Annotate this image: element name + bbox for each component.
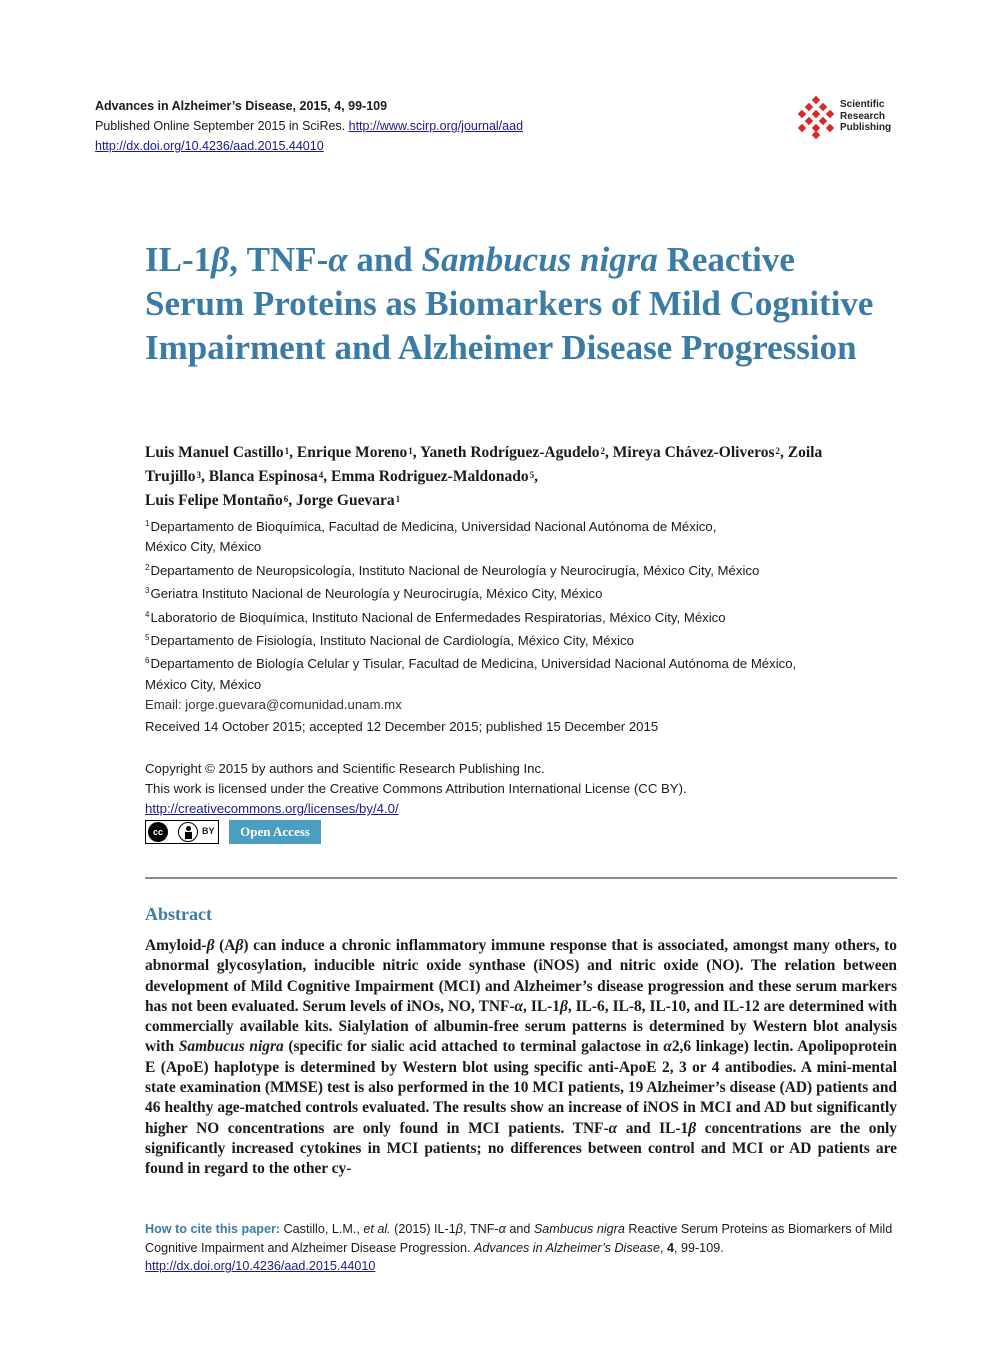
author: Emma Rodriguez-Maldonado$^5$ bbox=[331, 468, 535, 485]
doi-link[interactable]: http://dx.doi.org/10.4236/aad.2015.44010 bbox=[95, 139, 324, 153]
affiliation: $^1$Departamento de Bioquímica, Facultad de Medicina, Universidad Nacional Autónoma de México, bbox=[145, 519, 717, 534]
author-list: Luis Manuel Castillo$^1$, Enrique Moreno$^1$, Yaneth Rodríguez-Agudelo$^2$, Mireya Chávez-Oliveros$^2$, Zoila Trujillo$^3$, Blanca Espinosa$^4$, Emma Rodriguez-Maldonado$^5$, Luis Felipe Montaño$^6$, Jorge Guevara$^1$ bbox=[145, 444, 823, 509]
scirp-logo-icon bbox=[796, 95, 836, 141]
journal-link[interactable]: http://www.scirp.org/journal/aad bbox=[348, 119, 524, 133]
title-alpha: α bbox=[328, 240, 348, 279]
affiliation: $^4$Laboratorio de Bioquímica, Instituto Nacional de Enfermedades Respiratorias, México City, México bbox=[145, 609, 726, 625]
license-link[interactable]: http://creativecommons.org/licenses/by/4.0/ bbox=[145, 801, 399, 816]
open-access-badge[interactable]: Open Access bbox=[229, 820, 321, 844]
author: Luis Manuel Castillo$^1$ bbox=[145, 444, 290, 461]
cc-by-badge[interactable] bbox=[145, 820, 219, 844]
logo-text bbox=[840, 99, 891, 134]
affiliation-continued: México City, México bbox=[145, 676, 262, 692]
section-divider bbox=[145, 877, 897, 879]
journal-header bbox=[95, 96, 523, 156]
paper-title bbox=[145, 238, 875, 370]
title-part: Reactive Serum Proteins as Biomarkers of Mild Cognitive Impairment and Alzheimer Disease Progression bbox=[145, 240, 874, 367]
cite-doi-link[interactable]: http://dx.doi.org/10.4236/aad.2015.44010 bbox=[145, 1259, 376, 1274]
author: Mireya Chávez-Oliveros$^2$ bbox=[612, 444, 780, 461]
published-line bbox=[95, 116, 523, 136]
abstract-heading: Abstract bbox=[145, 904, 212, 924]
affiliation: $^2$Departamento de Neuropsicología, Instituto Nacional de Neurología y Neurocirugía, México City, México bbox=[145, 562, 760, 578]
title-beta: β bbox=[211, 240, 230, 279]
email[interactable]: Email: jorge.guevara@comunidad.unam.mx bbox=[145, 697, 402, 713]
copyright-block bbox=[145, 759, 905, 819]
logo-line-2: Research bbox=[840, 110, 886, 122]
cite-label: How to cite this paper: bbox=[145, 1222, 281, 1236]
title-species: Sambucus nigra bbox=[421, 240, 658, 279]
author: Blanca Espinosa$^4$ bbox=[208, 468, 324, 485]
how-to-cite: How to cite this paper: Castillo, L.M., et al. (2015) IL-1β, TNF-α and Sambucus nigra Reactive Serum Proteins as Biomarkers of Mild Cognitive Impairment and Alzheimer Disease Progression. Advances in Alzheimer’s Disease, 4, 99-109. http://dx.doi.org/10.4236/aad.2015.44010 bbox=[145, 1222, 893, 1274]
logo-line-3: Publishing bbox=[840, 122, 892, 133]
affiliation: $^6$Departamento de Biología Celular y Tisular, Facultad de Medicina, Universidad Nacional Autónoma de México, bbox=[145, 656, 797, 672]
affiliation: $^3$Geriatra Instituto Nacional de Neurología y Neurocirugía, México City, México bbox=[145, 586, 603, 602]
title-part: and bbox=[347, 240, 422, 279]
journal-citation: Advances in Alzheimer’s Disease, 2015, 4, 99-109 bbox=[95, 99, 388, 113]
license-line: This work is licensed under the Creative Commons Attribution International License (CC BY). bbox=[145, 781, 687, 796]
publisher-logo bbox=[796, 95, 906, 141]
logo-line-1: Scientific bbox=[840, 99, 885, 110]
author: Jorge Guevara$^1$ bbox=[296, 492, 401, 509]
attribution-icon bbox=[178, 822, 198, 842]
title-part: IL-1 bbox=[145, 240, 212, 279]
affiliation-list bbox=[145, 514, 905, 716]
copyright-line: Copyright © 2015 by authors and Scientific Research Publishing Inc. bbox=[145, 761, 545, 776]
by-label: BY bbox=[202, 826, 215, 836]
author: Enrique Moreno$^1$ bbox=[296, 444, 413, 461]
affiliation-continued: México City, México bbox=[145, 539, 262, 555]
abstract-text: Amyloid-β (Aβ) can induce a chronic inflammatory immune response that is associated, amongst many others, to abnormal glycosylation, inducible nitric oxide synthase (iNOS) and nitric oxide (NO). The relation between development of Mild Cognitive Impairment (MCI) and Alzheimer’s disease progression and these serum markers has not been evaluated. Serum levels of iNOs, NO, TNF-α, IL-1β, IL-6, IL-8, IL-10, and IL-12 are determined with commercially available kits. Sialylation of albumin-free serum patterns is determined by Western blot analysis with Sambucus nigra (specific for sialic acid attached to terminal galactose in α2,6 linkage) lectin. Apolipoprotein E (ApoE) haplotype is determined by Western blot using specific anti-ApoE 2, 3 or 4 antibodies. A mini-mental state examination (MMSE) test is also performed in the 10 MCI patients, 19 Alzheimer’s disease (AD) patients and 46 healthy age-matched controls evaluated. The results show an increase of iNOS in MCI and AD but significantly higher NO concentrations are only found in MCI patients. TNF-α and IL-1β concentrations are the only significantly increased cytokines in MCI patients; no differences between control and MCI or AD patients are found in regard to the other cy- bbox=[145, 937, 898, 1178]
affiliation: $^5$Departamento de Fisiología, Instituto Nacional de Cardiología, México City, México bbox=[145, 633, 634, 649]
published-text: Published Online September 2015 in SciRes. bbox=[95, 119, 349, 133]
publication-dates: Received 14 October 2015; accepted 12 December 2015; published 15 December 2015 bbox=[145, 719, 659, 734]
cc-icon: cc bbox=[148, 822, 168, 842]
author: Yaneth Rodríguez-Agudelo$^2$ bbox=[419, 444, 606, 461]
author: Luis Felipe Montaño$^6$ bbox=[145, 492, 289, 509]
author: Zoila Trujillo$^3$ bbox=[145, 444, 823, 485]
title-part: , TNF- bbox=[229, 240, 329, 279]
